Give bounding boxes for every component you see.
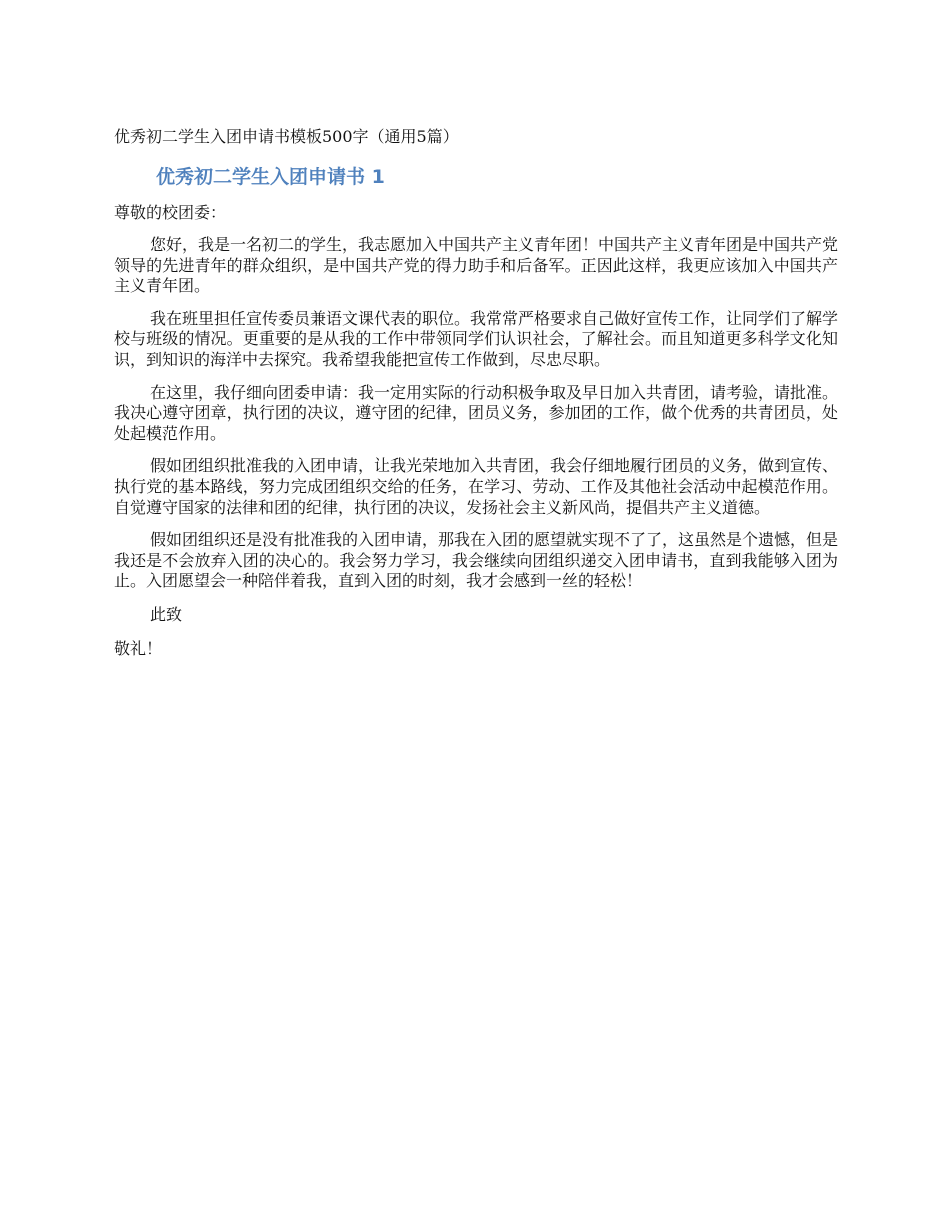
- body-paragraph: 假如团组织还是没有批准我的入团申请，那我在入团的愿望就实现不了了，这虽然是个遗憾，但是我还是不会放弃入团的决心的。我会努力学习，我会继续向团组织递交入团申请书，直到我能够入团为止。入团愿望会一种陪伴着我，直到入团的时刻，我才会感到一丝的轻松！: [114, 530, 839, 591]
- salutation: 尊敬的校团委：: [114, 203, 227, 222]
- document-title: 优秀初二学生入团申请书模板500字（通用5篇）: [114, 127, 459, 146]
- document-page: [114, 126, 838, 659]
- body-paragraph: 您好，我是一名初二的学生，我志愿加入中国共产主义青年团！中国共产主义青年团是中国共产党领导的先进青年的群众组织，是中国共产党的得力助手和后备军。正因此这样，我更应该加入中国共产主义青年团。: [114, 235, 839, 296]
- body-paragraph: 我在班里担任宣传委员兼语文课代表的职位。我常常严格要求自己做好宣传工作，让同学们了解学校与班级的情况。更重要的是从我的工作中带领同学们认识社会，了解社会。而且知道更多科学文化知识，到知识的海洋中去探究。我希望我能把宣传工作做到，尽忠尽职。: [114, 308, 839, 369]
- section-heading: 优秀初二学生入团申请书 1: [156, 166, 385, 188]
- closing-regards: 敬礼！: [114, 638, 163, 658]
- body-paragraph: 假如团组织批准我的入团申请，让我光荣地加入共青团，我会仔细地履行团员的义务，做到宣传、执行党的基本路线，努力完成团组织交给的任务，在学习、劳动、工作及其他社会活动中起模范作用。自觉遵守国家的法律和团的纪律，执行团的决议，发扬社会主义新风尚，提倡共产主义道德。: [114, 456, 839, 517]
- body-paragraph: 在这里，我仔细向团委申请：我一定用实际的行动积极争取及早日加入共青团，请考验，请批准。我决心遵守团章，执行团的决议，遵守团的纪律，团员义务，参加团的工作，做个优秀的共青团员，处处起模范作用。: [114, 382, 839, 443]
- closing-phrase: 此致: [150, 604, 183, 624]
